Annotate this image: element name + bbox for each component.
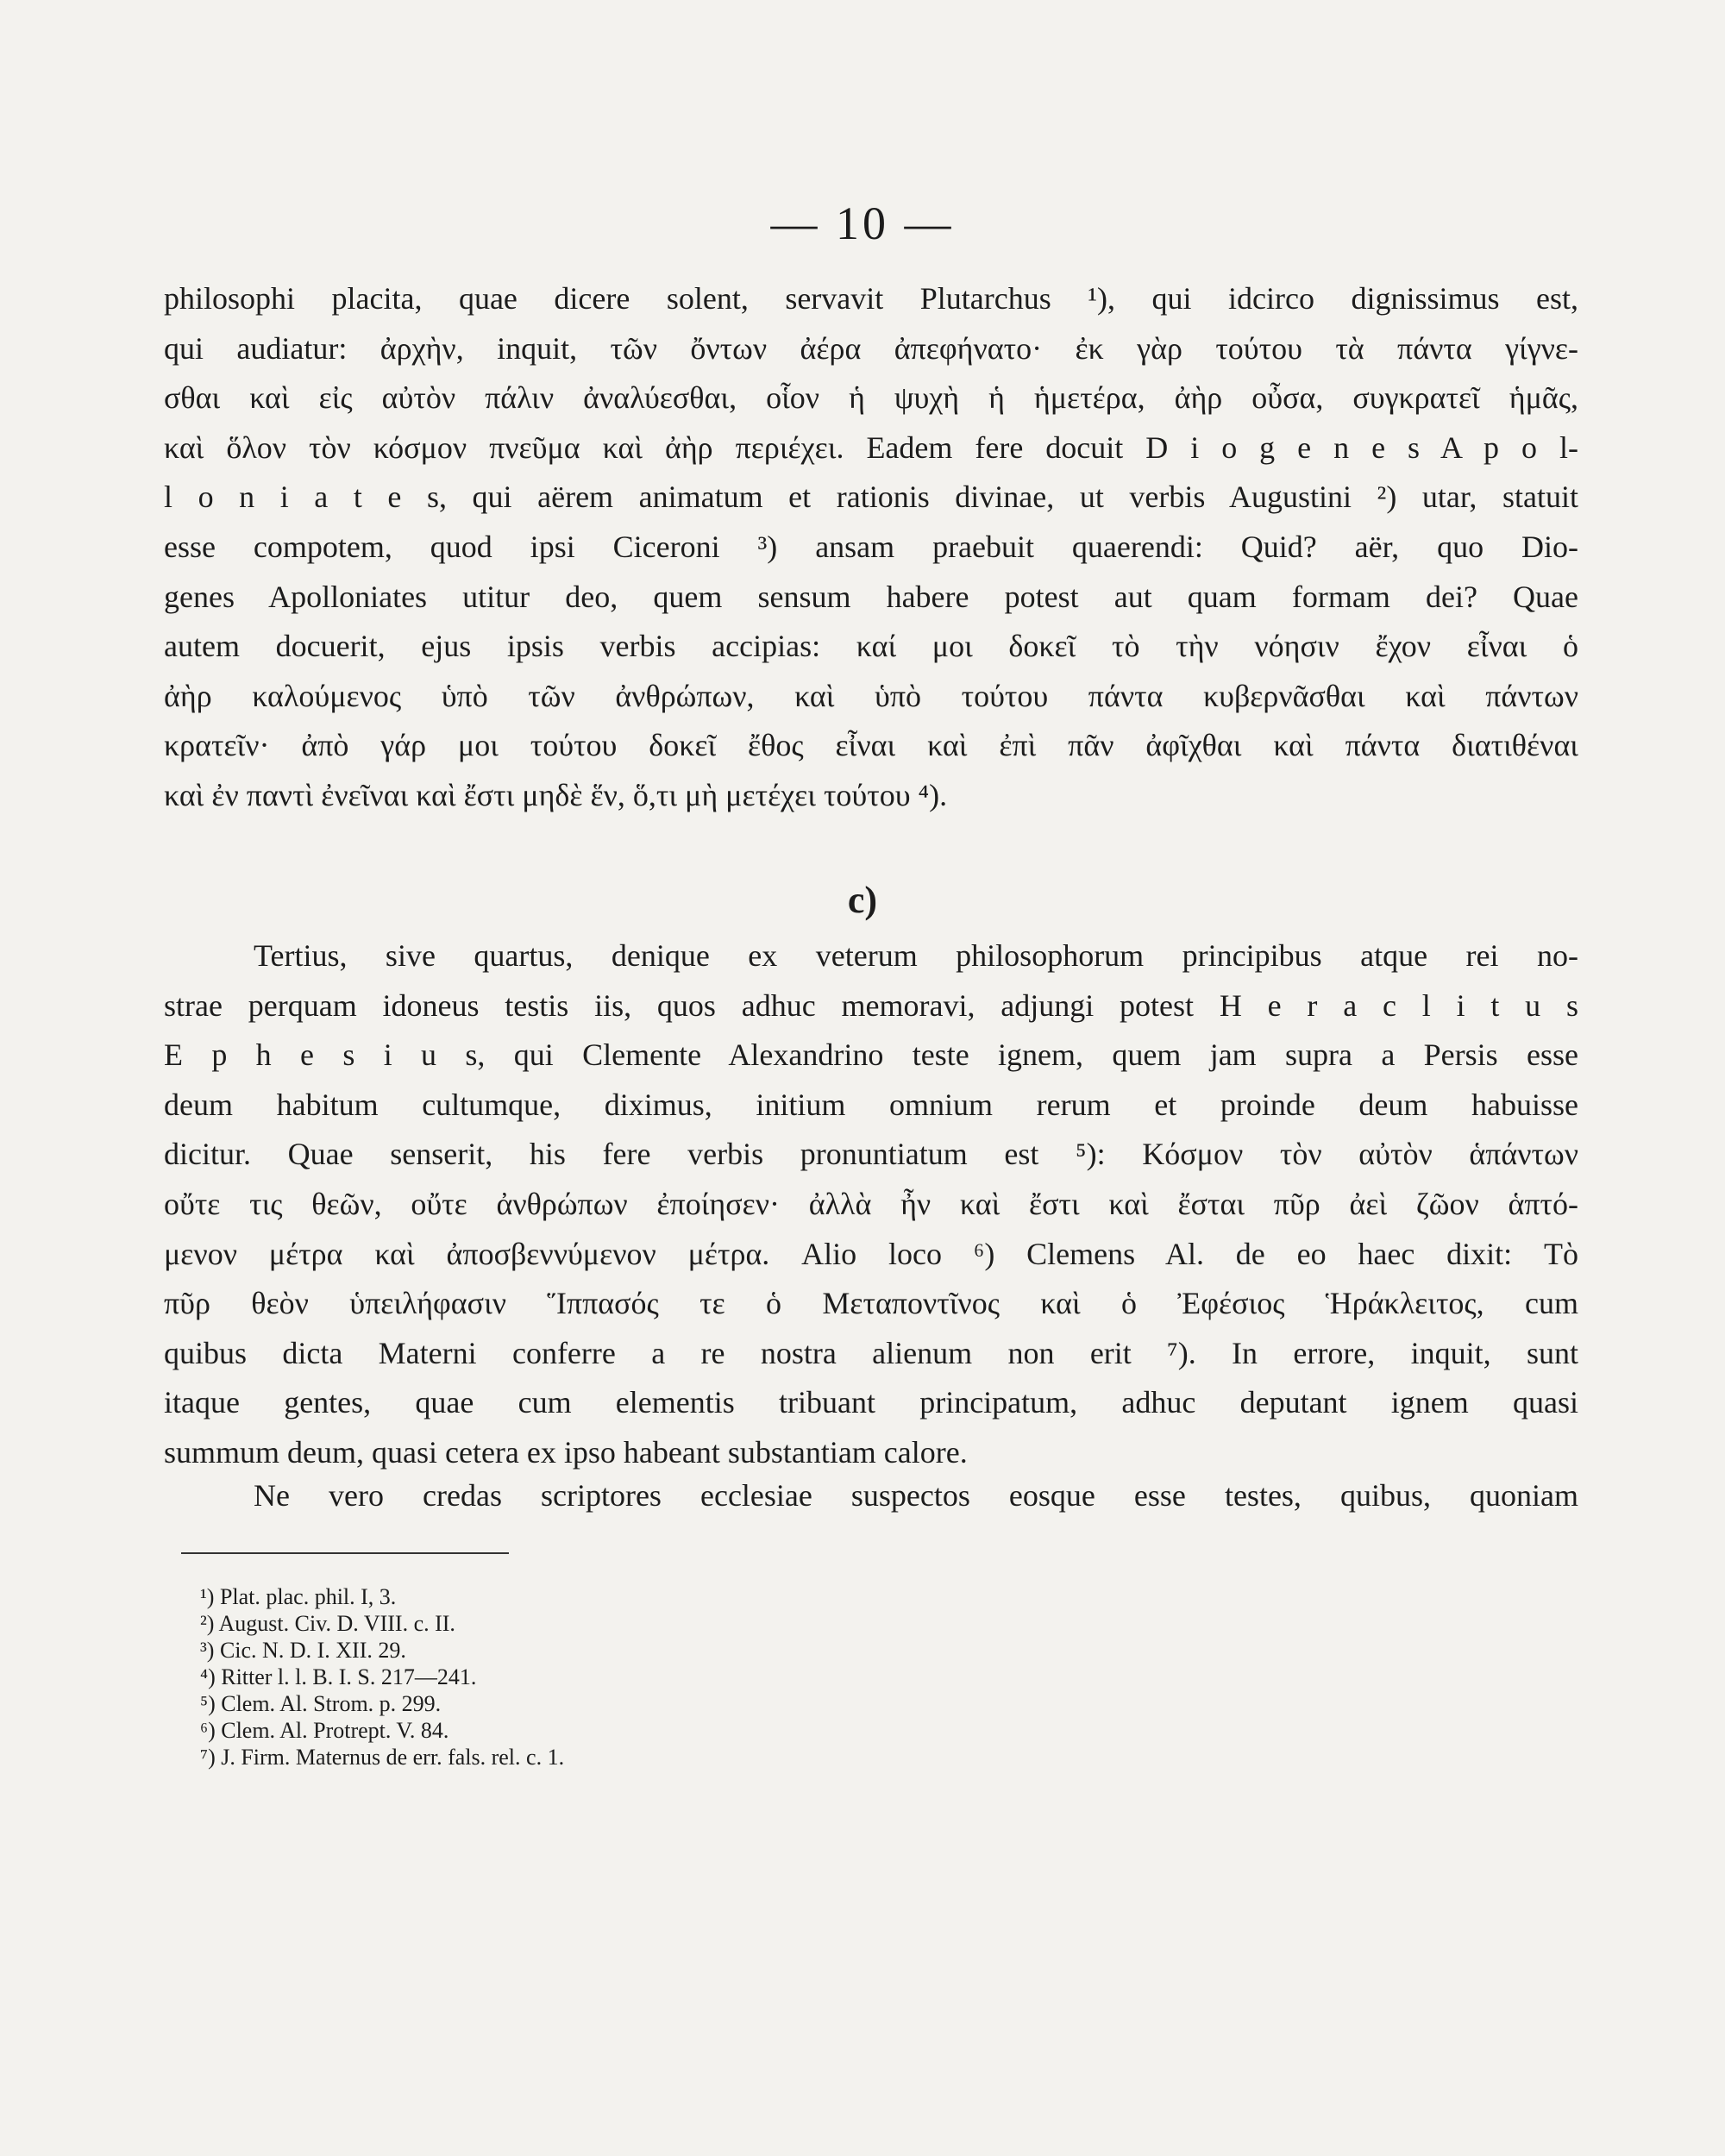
footnote: ⁴) Ritter l. l. B. I. S. 217—241. — [200, 1664, 477, 1689]
page-number: — 10 — — [770, 197, 955, 249]
footnote: ⁷) J. Firm. Maternus de err. fals. rel. c. 1. — [200, 1745, 565, 1770]
footnote: ²) August. Civ. D. VIII. c. II. — [200, 1611, 455, 1636]
text-line: dicitur. Quae senserit, his fere verbis pronuntiatum est ⁵): Κόσμον τὸν αὐτὸν ἁπάντων — [164, 1137, 1578, 1172]
text-line: ἀὴρ καλούμενος ὑπὸ τῶν ἀνθρώπων, καὶ ὑπὸ τούτου πάντα κυβερνᾶσθαι καὶ πάντων — [164, 678, 1578, 713]
footnote-rule — [181, 1552, 509, 1554]
footnote: ⁵) Clem. Al. Strom. p. 299. — [200, 1691, 442, 1716]
text-line: strae perquam idoneus testis iis, quos adhuc memoravi, adjungi potest H e r a c l i t u s — [164, 987, 1578, 1023]
text-line: qui audiatur: ἀρχὴν, inquit, τῶν ὄντων ἀέρα ἀπεφήνατο· ἐκ γὰρ τούτου τὰ πάντα γίγνε- — [164, 330, 1578, 366]
text-line: philosophi placita, quae dicere solent, servavit Plutarchus ¹), qui idcirco dignissimus est, — [164, 281, 1578, 316]
footnote: ³) Cic. N. D. I. XII. 29. — [200, 1638, 406, 1663]
paragraph-3-text — [164, 1471, 1578, 1521]
text-line: esse compotem, quod ipsi Ciceroni ³) ansam praebuit quaerendi: Quid? aër, quo Dio- — [164, 529, 1578, 564]
text-line: καὶ ἐν παντὶ ἐνεῖναι καὶ ἔστι μηδὲ ἕν, ὅ,τι μὴ μετέχει τούτου ⁴). — [164, 777, 948, 812]
paragraph-2-text — [164, 931, 1578, 1478]
section-mark: c) — [847, 879, 878, 921]
text-line: Tertius, sive quartus, denique ex veterum philosophorum principibus atque rei no- — [254, 938, 1578, 973]
text-line: Ne vero credas scriptores ecclesiae suspectos eosque esse testes, quibus, quoniam — [254, 1478, 1578, 1513]
paragraph-1-text — [164, 274, 1578, 821]
text-line: genes Apolloniates utitur deo, quem sensum habere potest aut quam formam dei? Quae — [164, 579, 1578, 614]
text-line: l o n i a t e s, qui aërem animatum et rationis divinae, ut verbis Augustini ²) utar, statuit — [164, 479, 1578, 515]
text-line: E p h e s i u s, qui Clemente Alexandrino teste ignem, quem jam supra a Persis esse — [164, 1037, 1578, 1073]
text-line: οὔτε τις θεῶν, οὔτε ἀνθρώπων ἐποίησεν· ἀλλὰ ἦν καὶ ἔστι καὶ ἔσται πῦρ ἀεὶ ζῶον ἁπτό- — [164, 1186, 1578, 1221]
text-line: σθαι καὶ εἰς αὐτὸν πάλιν ἀναλύεσθαι, οἷον ἡ ψυχὴ ἡ ἡμετέρα, ἀὴρ οὖσα, συγκρατεῖ ἡμᾶς, — [164, 380, 1578, 416]
text-line: autem docuerit, ejus ipsis verbis accipias: καί μοι δοκεῖ τὸ τὴν νόησιν ἔχον εἶναι ὁ — [164, 629, 1578, 664]
text-line: itaque gentes, quae cum elementis tribuant principatum, adhuc deputant ignem quasi — [164, 1385, 1578, 1420]
text-line: καὶ ὅλον τὸν κόσμον πνεῦμα καὶ ἀὴρ περιέχει. Eadem fere docuit D i o g e n e s A p o l- — [164, 429, 1578, 465]
text-line: quibus dicta Materni conferre a re nostra alienum non erit ⁷). In errore, inquit, sunt — [164, 1335, 1578, 1370]
footnote: ¹) Plat. plac. phil. I, 3. — [200, 1584, 397, 1609]
text-line: πῦρ θεὸν ὑπειλήφασιν Ἵππασός τε ὁ Μεταποντῖνος καὶ ὁ Ἐφέσιος Ἡράκλειτος, cum — [164, 1286, 1578, 1321]
footnote: ⁶) Clem. Al. Protrept. V. 84. — [200, 1718, 449, 1743]
paragraph-3 — [164, 1471, 1578, 1521]
text-line: summum deum, quasi cetera ex ipso habeant substantiam calore. — [164, 1434, 968, 1470]
paragraph-1 — [164, 274, 1578, 821]
text-line: μενον μέτρα καὶ ἀποσβεννύμενον μέτρα. Alio loco ⁶) Clemens Al. de eo haec dixit: Τὸ — [164, 1236, 1578, 1271]
text-line: κρατεῖν· ἀπὸ γάρ μοι τούτου δοκεῖ ἔθος εἶναι καὶ ἐπὶ πᾶν ἀφῖχθαι καὶ πάντα διατιθέναι — [164, 728, 1578, 763]
footnotes — [200, 1583, 564, 1771]
text-line: deum habitum cultumque, diximus, initium omnium rerum et proinde deum habuisse — [164, 1087, 1578, 1122]
paragraph-2 — [164, 931, 1578, 1478]
